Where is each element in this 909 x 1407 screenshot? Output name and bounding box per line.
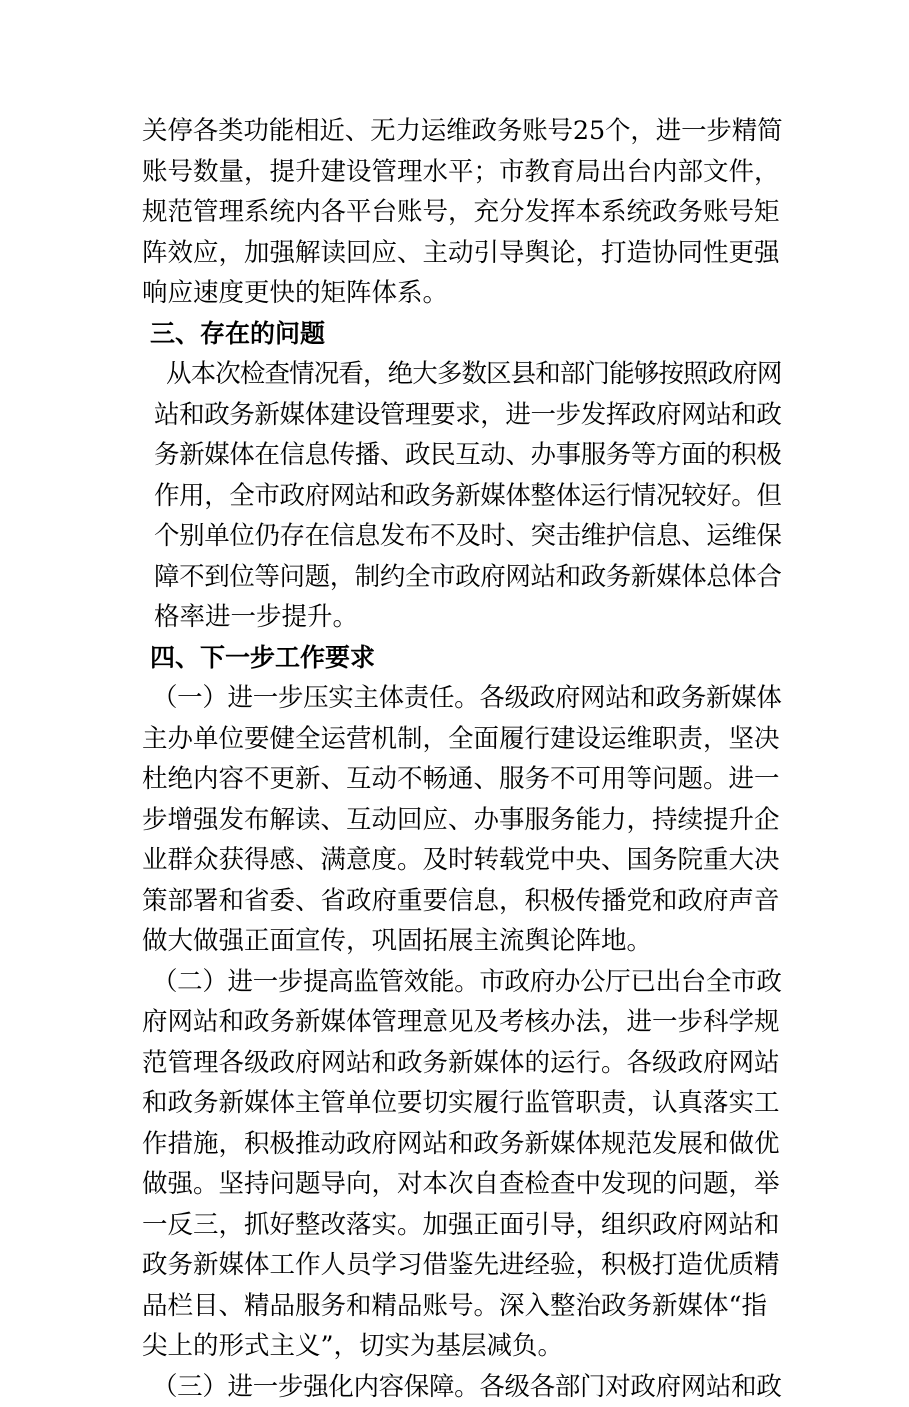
- text-line: 作措施，积极推动政府网站和政务新媒体规范发展和做优: [142, 1124, 782, 1165]
- text-line: 阵效应，加强解读回应、主动引导舆论，打造协同性更强: [142, 233, 782, 274]
- text-line: 一反三，抓好整改落实。加强正面引导，组织政府网站和: [142, 1205, 782, 1246]
- paragraph-content-guarantee: [142, 1367, 782, 1407]
- text-line: 响应速度更快的矩阵体系。: [142, 273, 782, 314]
- text-line: 作用，全市政府网站和政务新媒体整体运行情况较好。但: [142, 476, 782, 517]
- text-line: （二）进一步提高监管效能。市政府办公厅已出台全市政: [142, 962, 782, 1003]
- text-line: 品栏目、精品服务和精品账号。深入整治政务新媒体“指: [142, 1286, 782, 1327]
- text-line: 和政务新媒体主管单位要切实履行监管职责，认真落实工: [142, 1083, 782, 1124]
- text-line: 府网站和政务新媒体管理意见及考核办法，进一步科学规: [142, 1002, 782, 1043]
- section-heading-next-steps: 四、下一步工作要求: [142, 638, 782, 679]
- text-line: 规范管理系统内各平台账号，充分发挥本系统政务账号矩: [142, 192, 782, 233]
- text-line: 账号数量，提升建设管理水平；市教育局出台内部文件，: [142, 152, 782, 193]
- text-line: 策部署和省委、省政府重要信息，积极传播党和政府声音: [142, 881, 782, 922]
- section-heading-existing-problems: 三、存在的问题: [142, 314, 782, 355]
- text-line: （三）进一步强化内容保障。各级各部门对政府网站和政: [142, 1367, 782, 1407]
- text-line: 格率进一步提升。: [142, 597, 782, 638]
- paragraph-problems: [142, 354, 782, 638]
- text-line: 范管理各级政府网站和政务新媒体的运行。各级政府网站: [142, 1043, 782, 1084]
- text-line: 业群众获得感、满意度。及时转载党中央、国务院重大决: [142, 840, 782, 881]
- text-line: 务新媒体在信息传播、政民互动、办事服务等方面的积极: [142, 435, 782, 476]
- text-line: 从本次检查情况看，绝大多数区县和部门能够按照政府网: [142, 354, 782, 395]
- text-line: 个别单位仍存在信息发布不及时、突击维护信息、运维保: [142, 516, 782, 557]
- text-line: （一）进一步压实主体责任。各级政府网站和政务新媒体: [142, 678, 782, 719]
- paragraph-responsibility: [142, 678, 782, 962]
- text-line: 步增强发布解读、互动回应、办事服务能力，持续提升企: [142, 800, 782, 841]
- paragraph-supervision: [142, 962, 782, 1367]
- document-page: [142, 111, 782, 1407]
- text-line: 站和政务新媒体建设管理要求，进一步发挥政府网站和政: [142, 395, 782, 436]
- text-line: 做强。坚持问题导向，对本次自查检查中发现的问题，举: [142, 1164, 782, 1205]
- text-line: 关停各类功能相近、无力运维政务账号25个，进一步精简: [142, 111, 782, 152]
- text-line: 尖上的形式主义”，切实为基层减负。: [142, 1326, 782, 1367]
- text-line: 主办单位要健全运营机制，全面履行建设运维职责，坚决: [142, 719, 782, 760]
- text-line: 障不到位等问题，制约全市政府网站和政务新媒体总体合: [142, 557, 782, 598]
- text-line: 做大做强正面宣传，巩固拓展主流舆论阵地。: [142, 921, 782, 962]
- text-line: 杜绝内容不更新、互动不畅通、服务不可用等问题。进一: [142, 759, 782, 800]
- text-line: 政务新媒体工作人员学习借鉴先进经验，积极打造优质精: [142, 1245, 782, 1286]
- paragraph-account-streamlining: [142, 111, 782, 314]
